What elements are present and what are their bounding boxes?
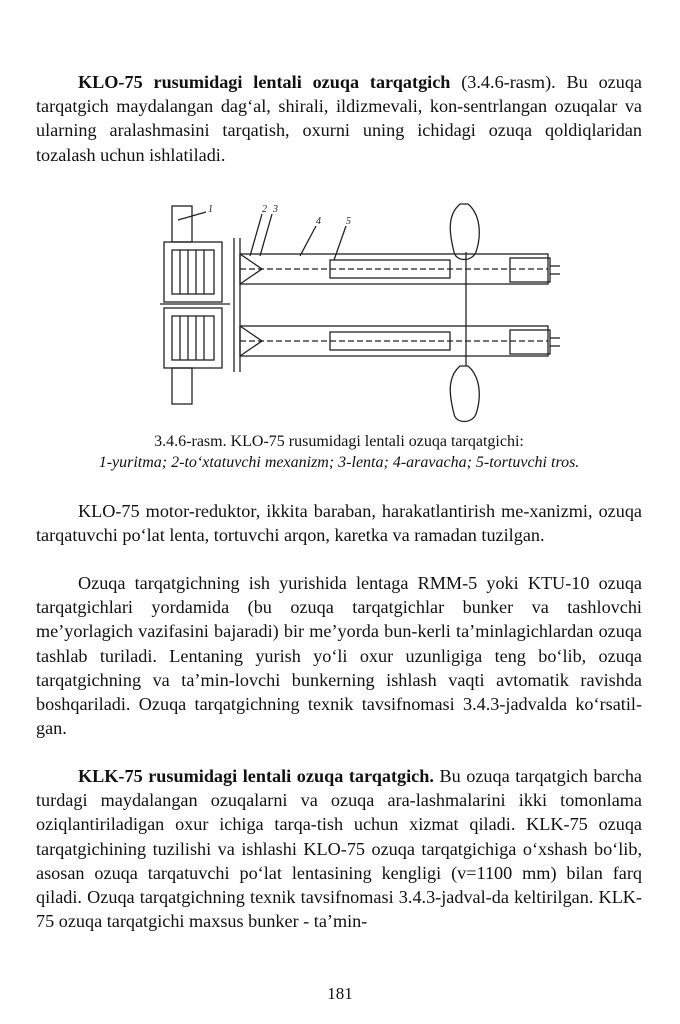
drive-motor-bottom [172,368,192,404]
paragraph-klo75-intro [36,70,642,167]
figure-reference: (3.4.6-rasm). [450,72,556,92]
drum-bottom [164,308,222,368]
drum-top [164,242,222,302]
figure-label-3: 3 [273,204,278,215]
paragraph-operation: Ozuqa tarqatgichning ish yurishida lentaga RMM-5 yoki KTU-10 ozuqa tarqatgichlari yordamida (bu ozuqa tarqatgichlar bunker va tashlovchi me’yorlagich vazifasini bajaradi) bir me’yorda bun-kerli ta’minlagichlardan ozuqa tashlab turiladi. Lentaning yurish yo‘li oxur uzunligiga teng bo‘lib, ozuqa tarqatgichning va ta’min-lovchi bunkerning ishlash vaqti avtomatik ravishda boshqariladi. Ozuqa tarqatgichning texnik tavsifnomasi 3.4.3-jadvalda ko‘rsatil-gan. [36,573,642,739]
klo75-heading: KLO-75 rusumidagi lentali ozuqa tarqatgich [78,72,451,92]
figure-label-1: 1 [208,204,213,215]
paragraph-text: Bu ozuqa tarqatgich maydalangan dag‘al, shirali, ildizmevali, kon-sentrlangan ozuqalar va ularning aralashmasini tarqatish, oxurni uning ichidagi ozuqa qoldiqlaridan tozalash uchun ishlatiladi. [36,72,642,165]
klo75-diagram [150,196,570,428]
figure-caption-title: 3.4.6-rasm. KLO-75 rusumidagi lentali ozuqa tarqatgichi: [154,433,524,450]
paragraph-klk75 [36,764,642,933]
figure-label-4: 4 [316,216,321,227]
paragraph-text: Bu ozuqa tarqatgich barcha turdagi maydalangan ozuqalarni va ozuqa ara-lashmalarini ikki tomonlama oziqlantiriladigan oxur ichiga tarqa-tish uchun xizmat qiladi. KLK-75 ozuqa tarqatgichining tuzilishi va ishlashi KLO-75 ozuqa tarqatgichiga o‘xshash bo‘lib, asosan ozuqa tarqatuvchi po‘lat lentasining kengligi (v=1100 mm) bilan farq qiladi. Ozuqa tarqatgichning texnik tavsifnomasi 3.4.3-jadval-da keltirilgan. KLK-75 ozuqa tarqatgichi maxsus bunker - ta’min- [36,766,642,932]
klk75-heading: KLK-75 rusumidagi lentali ozuqa tarqatgich. [78,766,434,786]
paragraph-klo75-structure: KLO-75 motor-reduktor, ikkita baraban, harakatlantirish me-xanizmi, ozuqa tarqatuvchi po‘lat lenta, tortuvchi arqon, karetka va ramadan tuzilgan. [36,501,642,546]
page-number: 181 [327,984,353,1003]
figure-caption-legend: 1-yuritma; 2-to‘xtatuvchi mexanizm; 3-lenta; 4-aravacha; 5-tortuvchi tros. [98,454,580,471]
figure-label-2: 2 [262,204,267,215]
figure-label-5: 5 [346,216,351,227]
cart-wheel-top [450,204,479,260]
cart-wheel-bottom [450,366,479,422]
drive-motor-top [172,206,192,242]
